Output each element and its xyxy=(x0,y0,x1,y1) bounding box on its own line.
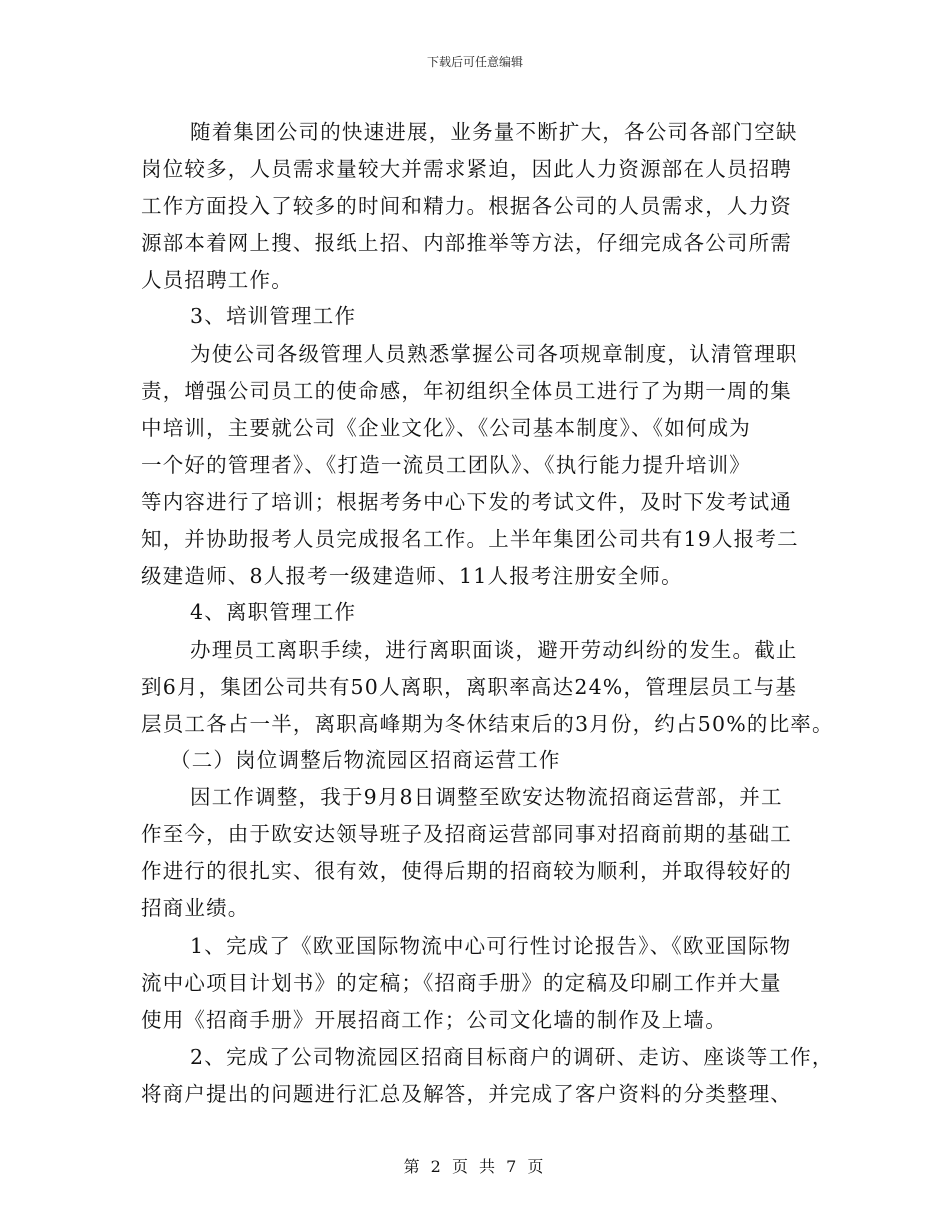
section-heading: 4、离职管理工作 xyxy=(190,600,357,624)
paragraph-line: 责，增强公司员工的使命感，年初组织全体员工进行了为期一周的集 xyxy=(141,379,792,403)
paragraph-line: 工作方面投入了较多的时间和精力。根据各公司的人员需求，人力资 xyxy=(141,194,792,218)
paragraph-line: 到6月，集团公司共有50人离职，离职率高达24%，管理层员工与基 xyxy=(141,675,798,699)
paragraph-line: 人员招聘工作。 xyxy=(141,268,293,292)
paragraph-line: 为使公司各级管理人员熟悉掌握公司各项规章制度，认清管理职 xyxy=(190,342,798,366)
paragraph-line: 岗位较多，人员需求量较大并需求紧迫，因此人力资源部在人员招聘 xyxy=(141,157,792,181)
section-heading: （二）岗位调整后物流园区招商运营工作 xyxy=(170,748,561,772)
paragraph-line: 知，并协助报考人员完成报名工作。上半年集团公司共有19人报考二 xyxy=(141,527,799,551)
section-heading: 3、培训管理工作 xyxy=(190,304,357,328)
paragraph-line: 使用《招商手册》开展招商工作；公司文化墙的制作及上墙。 xyxy=(141,1008,727,1032)
paragraph-line: 级建造师、8人报考一级建造师、11人报考注册安全师。 xyxy=(141,564,683,588)
paragraph-line: 办理员工离职手续，进行离职面谈，避开劳动纠纷的发生。截止 xyxy=(190,638,798,662)
paragraph-line: 因工作调整，我于9月8日调整至欧安达物流招商运营部，并工 xyxy=(190,785,783,809)
paragraph-line: 中培训，主要就公司《企业文化》、《公司基本制度》、《如何成为 xyxy=(141,416,751,440)
paragraph-line: 招商业绩。 xyxy=(141,896,250,920)
paragraph-line: 2、完成了公司物流园区招商目标商户的调研、走访、座谈等工作， xyxy=(190,1045,834,1069)
paragraph-line: 作至今，由于欧安达领导班子及招商运营部同事对招商前期的基础工 xyxy=(141,822,792,846)
paragraph-line: 作进行的很扎实、很有效，使得后期的招商较为顺利，并取得较好的 xyxy=(141,859,792,883)
paragraph-line: 流中心项目计划书》的定稿；《招商手册》的定稿及印刷工作并大量 xyxy=(141,971,782,995)
paragraph-line: 1、完成了《欧亚国际物流中心可行性讨论报告》、《欧亚国际物 xyxy=(190,934,792,958)
page-number: 第 2 页 共 7 页 xyxy=(403,1157,547,1176)
paragraph-line: 一个好的管理者》、《打造一流员工团队》、《执行能力提升培训》 xyxy=(141,453,751,477)
paragraph-line: 将商户提出的问题进行汇总及解答，并完成了客户资料的分类整理、 xyxy=(141,1082,792,1106)
paragraph-line: 源部本着网上搜、报纸上招、内部推举等方法，仔细完成各公司所需 xyxy=(141,231,792,255)
paragraph-line: 随着集团公司的快速进展，业务量不断扩大，各公司各部门空缺 xyxy=(190,120,798,144)
page-header: 下载后可任意编辑 xyxy=(426,55,523,69)
paragraph-line: 层员工各占一半，离职高峰期为冬休结束后的3月份，约占50%的比率。 xyxy=(141,712,834,736)
paragraph-line: 等内容进行了培训；根据考务中心下发的考试文件，及时下发考试通 xyxy=(141,490,792,514)
